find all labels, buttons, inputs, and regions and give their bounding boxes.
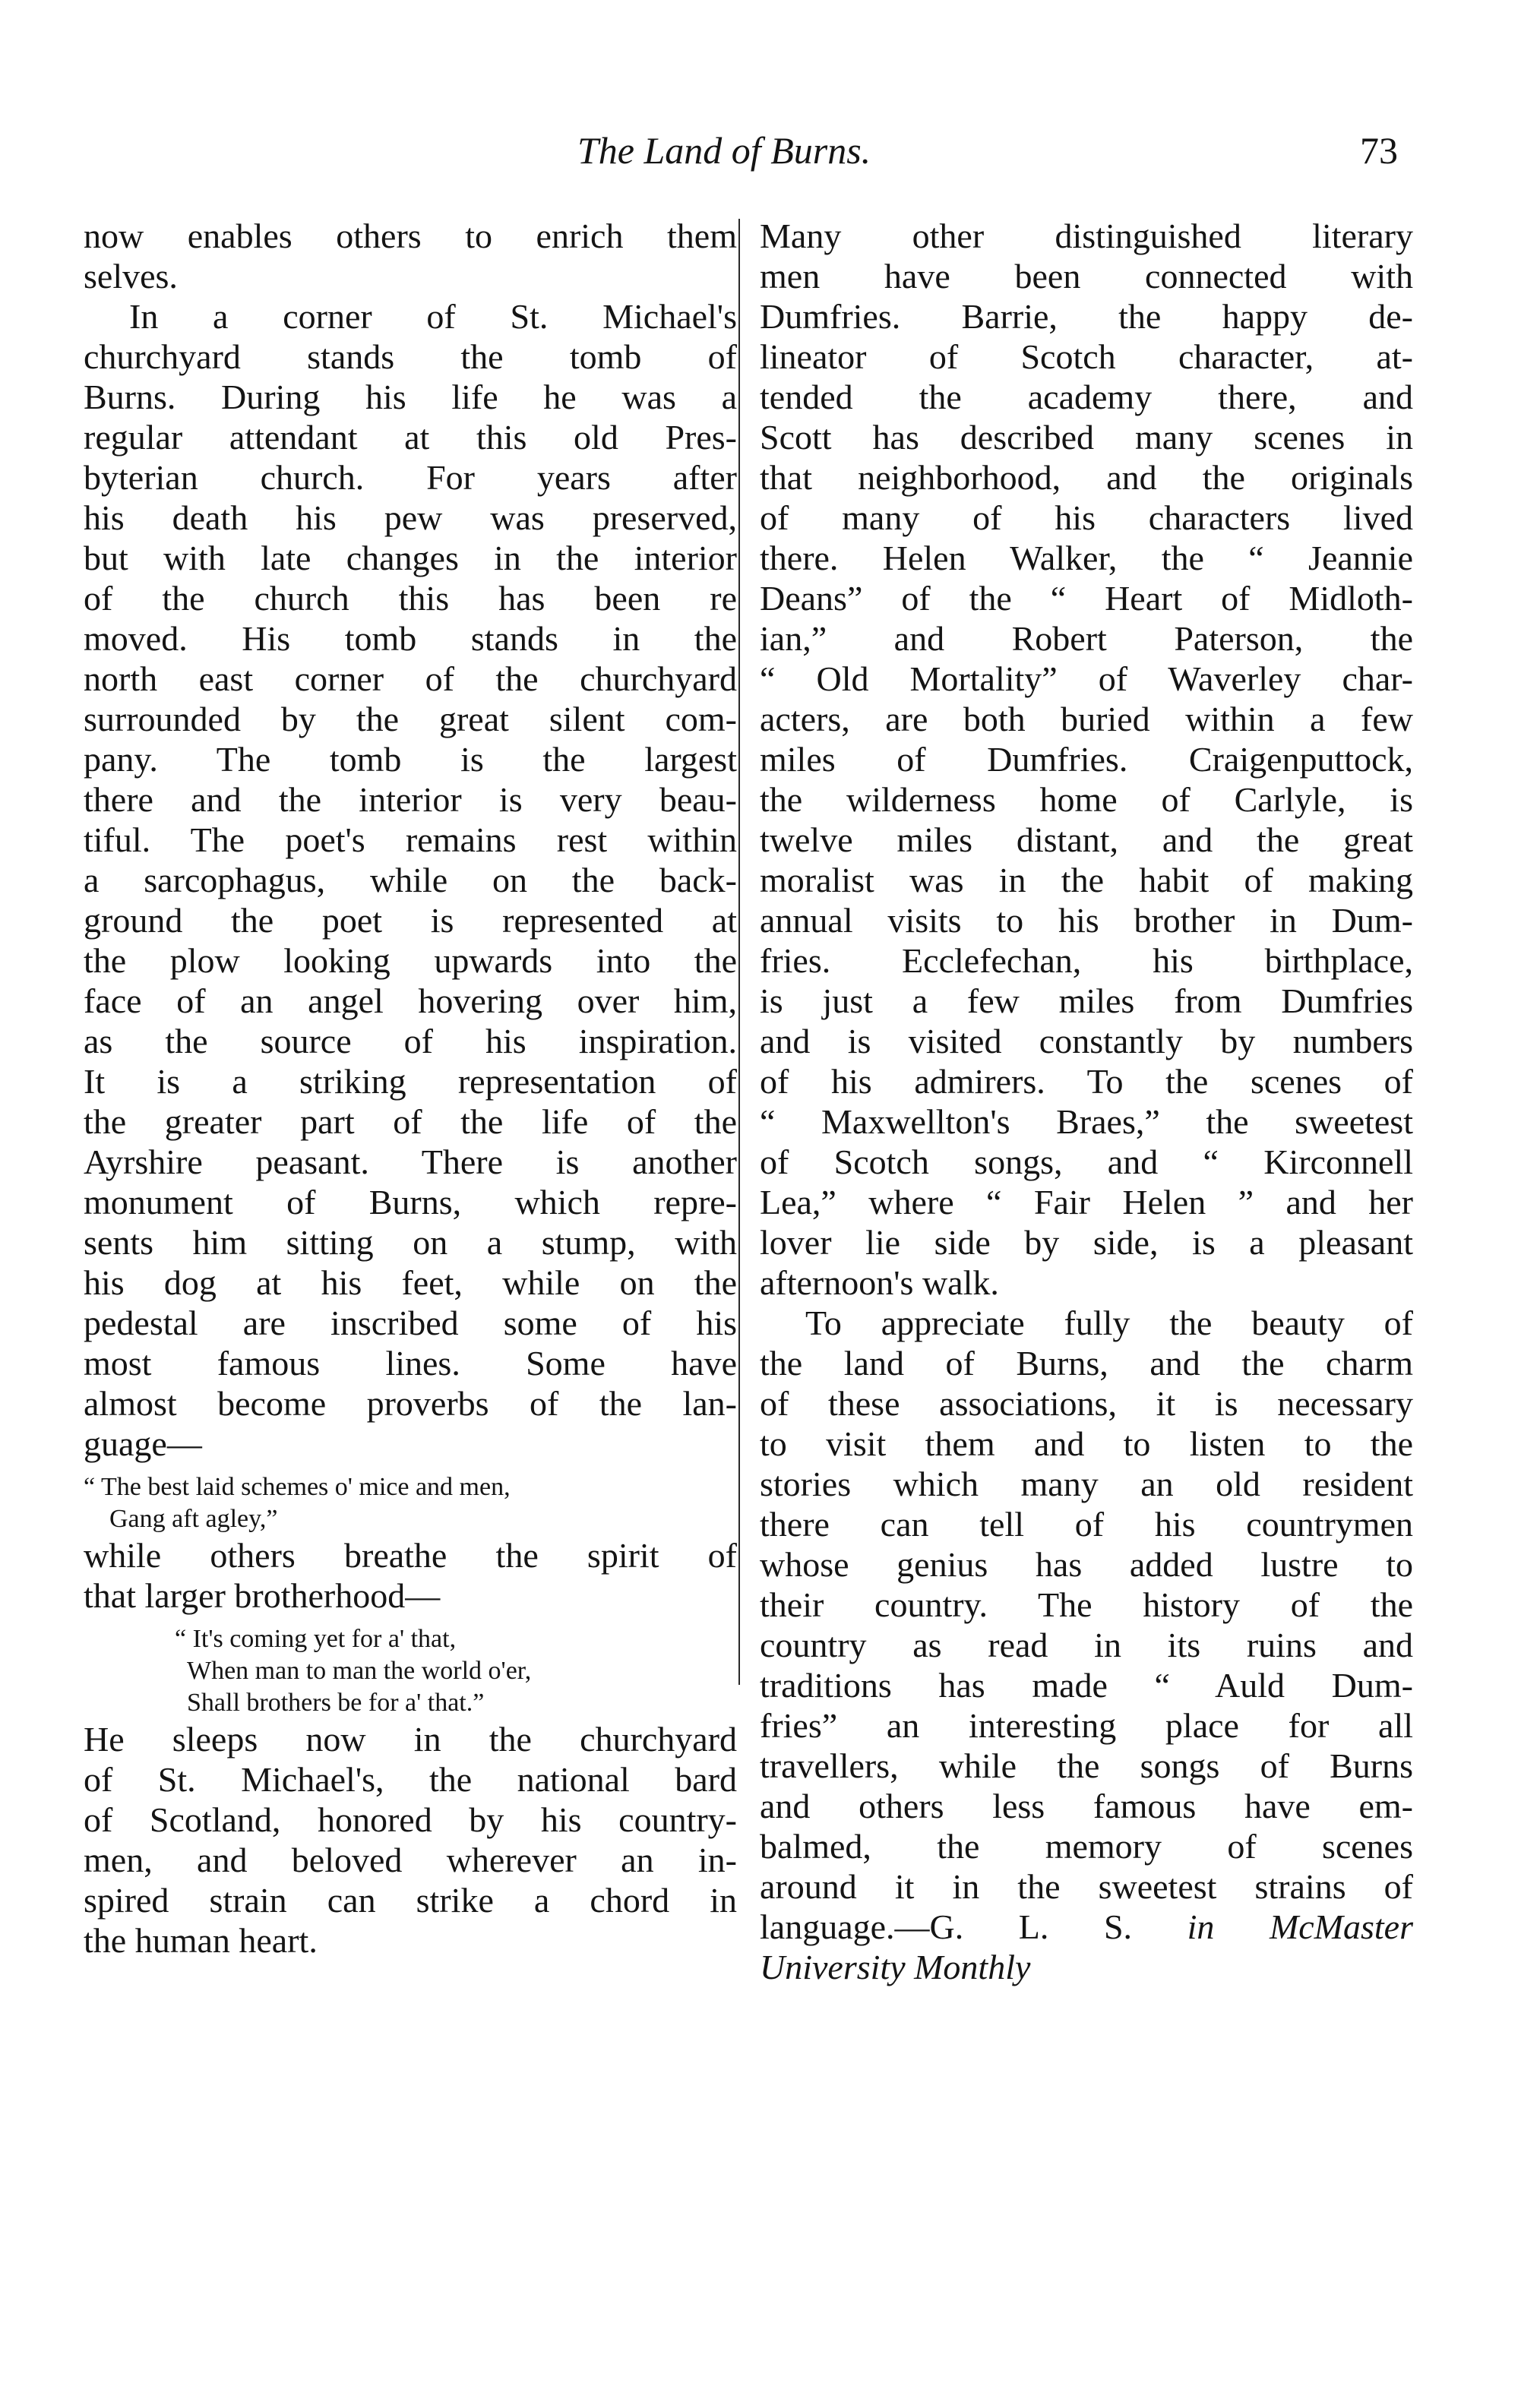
verse-line: Gang aft agley,”: [109, 1505, 278, 1533]
text-line: of the church this has been re: [84, 579, 737, 618]
page-number: 73: [1360, 129, 1398, 172]
text-line: his death his pew was preserved,: [84, 498, 737, 537]
text-line: the human heart.: [84, 1921, 318, 1960]
text-line: Dumfries. Barrie, the happy de-: [760, 297, 1413, 336]
text-line: churchyard stands the tomb of: [84, 337, 737, 376]
text-line: pany. The tomb is the largest: [84, 740, 737, 779]
verse-line: “ The best laid schemes o' mice and men,: [84, 1473, 511, 1501]
text-line: ground the poet is represented at: [84, 901, 737, 940]
column-divider: [738, 219, 740, 1685]
text-line: to visit them and to listen to the: [760, 1424, 1413, 1463]
text-line: Ayrshire peasant. There is another: [84, 1142, 737, 1181]
text-line: of many of his characters lived: [760, 498, 1413, 537]
text-line: tended the academy there, and: [760, 378, 1413, 416]
text-line: Many other distinguished literary: [760, 216, 1413, 255]
text-line: and others less famous have em-: [760, 1787, 1413, 1825]
text-line: pedestal are inscribed some of his: [84, 1304, 737, 1342]
text-line: lover lie side by side, is a pleasant: [760, 1223, 1413, 1262]
text-line: his dog at his feet, while on the: [84, 1263, 737, 1302]
text-line: In a corner of St. Michael's: [129, 297, 737, 336]
verse-line: When man to man the world o'er,: [187, 1657, 532, 1685]
text-line: almost become proverbs of the lan-: [84, 1384, 737, 1423]
signature-line: [760, 1907, 1413, 1947]
text-line: miles of Dumfries. Craigenputtock,: [760, 740, 1413, 779]
text-line: Deans” of the “ Heart of Midloth-: [760, 579, 1413, 618]
text-line: balmed, the memory of scenes: [760, 1827, 1413, 1866]
text-line: twelve miles distant, and the great: [760, 820, 1413, 859]
text-line: fries” an interesting place for all: [760, 1706, 1413, 1745]
text-line: the greater part of the life of the: [84, 1102, 737, 1141]
text-line: It is a striking representation of: [84, 1062, 737, 1101]
text-line: that larger brotherhood—: [84, 1576, 441, 1615]
text-line: moved. His tomb stands in the: [84, 619, 737, 658]
text-line: of Scotch songs, and “ Kirconnell: [760, 1142, 1413, 1181]
text-line: of Scotland, honored by his country-: [84, 1800, 737, 1839]
text-line: of these associations, it is necessary: [760, 1384, 1413, 1423]
text-line: men have been connected with: [760, 257, 1413, 295]
text-line: Scott has described many scenes in: [760, 418, 1413, 457]
text-line: around it in the sweetest strains of: [760, 1867, 1413, 1906]
right-column: [760, 216, 1413, 1987]
text-line: men, and beloved wherever an in-: [84, 1841, 737, 1879]
text-line: is just a few miles from Dumfries: [760, 981, 1413, 1020]
text-line: monument of Burns, which repre-: [84, 1183, 737, 1221]
text-line: moralist was in the habit of making: [760, 861, 1413, 899]
text-line: afternoon's walk.: [760, 1263, 999, 1302]
text-line: Lea,” where “ Fair Helen ” and her: [760, 1183, 1413, 1221]
text-line: country as read in its ruins and: [760, 1626, 1413, 1664]
text-line: but with late changes in the interior: [84, 539, 737, 577]
text-line: the wilderness home of Carlyle, is: [760, 780, 1413, 819]
left-column: [84, 216, 737, 1961]
text-line: spired strain can strike a chord in: [84, 1881, 737, 1920]
text-line: of his admirers. To the scenes of: [760, 1062, 1413, 1101]
text-line: whose genius has added lustre to: [760, 1545, 1413, 1584]
text-line: that neighborhood, and the originals: [760, 458, 1413, 497]
text-line: lineator of Scotch character, at-: [760, 337, 1413, 376]
text-line: as the source of his inspiration.: [84, 1022, 737, 1060]
text-line: selves.: [84, 257, 178, 295]
text-line: regular attendant at this old Pres-: [84, 418, 737, 457]
text-line: and is visited constantly by numbers: [760, 1022, 1413, 1060]
text-line: surrounded by the great silent com-: [84, 700, 737, 738]
text-line: of St. Michael's, the national bard: [84, 1760, 737, 1799]
text-line: He sleeps now in the churchyard: [84, 1720, 737, 1759]
text-line: traditions has made “ Auld Dum-: [760, 1666, 1413, 1705]
text-line: north east corner of the churchyard: [84, 659, 737, 698]
text-line: sents him sitting on a stump, with: [84, 1223, 737, 1262]
verse-line: “ It's coming yet for a' that,: [175, 1625, 457, 1653]
text-line: stories which many an old resident: [760, 1465, 1413, 1503]
running-title: The Land of Burns.: [577, 129, 871, 172]
text-line: while others breathe the spirit of: [84, 1536, 737, 1575]
text-line: acters, are both buried within a few: [760, 700, 1413, 738]
text-line: the land of Burns, and the charm: [760, 1344, 1413, 1383]
signature-source: in McMaster: [1187, 1907, 1413, 1946]
signature-prefix: language.—G. L. S.: [760, 1907, 1133, 1946]
text-line: fries. Ecclefechan, his birthplace,: [760, 941, 1413, 980]
text-line: face of an angel hovering over him,: [84, 981, 737, 1020]
text-line: their country. The history of the: [760, 1585, 1413, 1624]
text-line: “ Maxwellton's Braes,” the sweetest: [760, 1102, 1413, 1141]
text-line: there and the interior is very beau-: [84, 780, 737, 819]
text-line: a sarcophagus, while on the back-: [84, 861, 737, 899]
text-line: travellers, while the songs of Burns: [760, 1746, 1413, 1785]
text-line: “ Old Mortality” of Waverley char-: [760, 659, 1413, 698]
running-header: [0, 128, 1521, 181]
spacer: [84, 1464, 737, 1471]
text-line: now enables others to enrich them: [84, 216, 737, 255]
text-line: To appreciate fully the beauty of: [805, 1304, 1413, 1342]
text-line: there can tell of his countrymen: [760, 1505, 1413, 1544]
text-line: byterian church. For years after: [84, 458, 737, 497]
text-line: Burns. During his life he was a: [84, 378, 737, 416]
text-line: ian,” and Robert Paterson, the: [760, 619, 1413, 658]
text-line: annual visits to his brother in Dum-: [760, 901, 1413, 940]
spacer: [84, 1616, 737, 1623]
text-line: guage—: [84, 1424, 202, 1463]
text-line: the plow looking upwards into the: [84, 941, 737, 980]
text-line: most famous lines. Some have: [84, 1344, 737, 1383]
text-line: there. Helen Walker, the “ Jeannie: [760, 539, 1413, 577]
verse-line: Shall brothers be for a' that.”: [187, 1689, 485, 1717]
signature-source-line-2: University Monthly: [760, 1948, 1031, 1986]
text-line: tiful. The poet's remains rest within: [84, 820, 737, 859]
